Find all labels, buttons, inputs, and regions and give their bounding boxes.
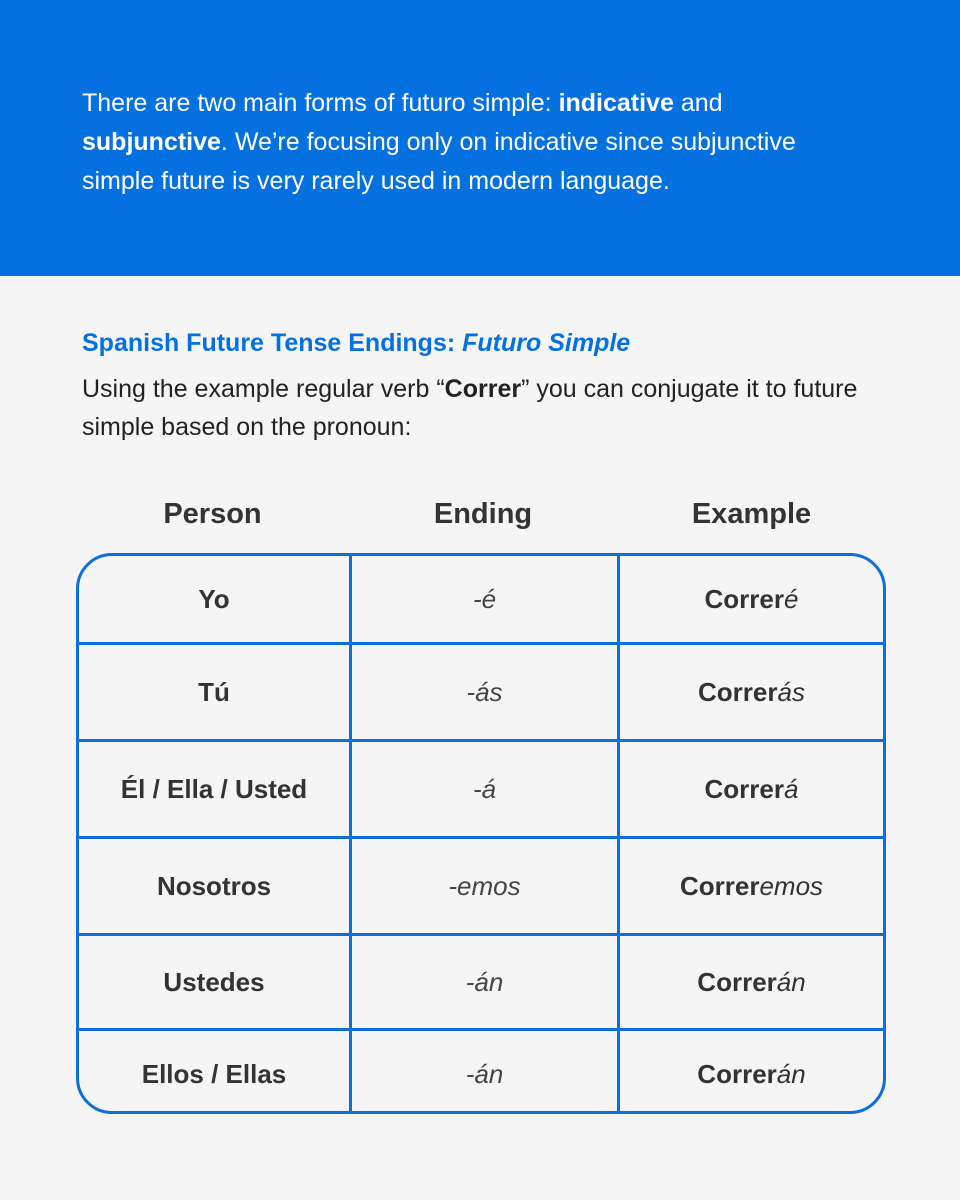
example-ending: emos [759,870,824,901]
section-title [82,326,630,360]
ending-cell: -án [352,1031,620,1114]
example-stem: Correr [679,870,760,901]
person-cell: Tú [79,645,352,742]
example-ending: á [784,773,799,804]
column-header-example: Example [691,498,812,530]
intro-text-part3: . We’re focusing only on indicative since subjunctive simple future is very rarely used in modern language. [82,128,796,195]
person-cell: Ellos / Ellas [79,1031,352,1114]
example-cell [620,936,883,1031]
person-cell: Nosotros [79,839,352,936]
column-header-ending: Ending [433,498,533,530]
example-stem: Correr [704,773,784,804]
example-cell [620,839,883,936]
example-cell [620,645,883,742]
person-cell: Él / Ella / Usted [79,742,352,839]
example-stem: Correr [697,966,777,997]
intro-bold-subjunctive: subjunctive [82,128,221,156]
example-ending: án [776,1058,806,1089]
example-stem: Correr [697,1058,777,1089]
ending-cell: -emos [352,839,620,936]
person-cell: Ustedes [79,936,352,1031]
ending-cell: -é [352,556,620,645]
ending-cell: -á [352,742,620,839]
intro-bold-indicative: indicative [558,89,674,117]
section-title-italic: Futuro Simple [462,329,631,357]
intro-text-part1: There are two main forms of futuro simple: [82,89,559,117]
intro-banner [0,0,960,276]
example-cell [620,556,883,645]
example-ending: ás [777,676,805,707]
ending-cell: -ás [352,645,620,742]
example-cell [620,1031,883,1114]
column-header-person: Person [163,498,262,530]
body-paragraph [82,370,872,446]
example-ending: án [776,966,806,997]
intro-text-part2: and [673,89,723,117]
example-ending: é [784,583,799,614]
person-cell: Yo [79,556,352,645]
intro-paragraph [82,84,872,201]
body-text-part1: Using the example regular verb “ [82,375,445,403]
body-text-part2: ” you can conjugate it to future simple based on the pronoun: [82,375,858,441]
example-cell [620,742,883,839]
section-title-main: Spanish Future Tense Endings: [82,329,463,357]
example-stem: Correr [704,583,784,614]
body-bold-verb: Correr [444,375,522,403]
conjugation-table [76,553,886,1114]
ending-cell: -án [352,936,620,1031]
example-stem: Correr [698,676,778,707]
